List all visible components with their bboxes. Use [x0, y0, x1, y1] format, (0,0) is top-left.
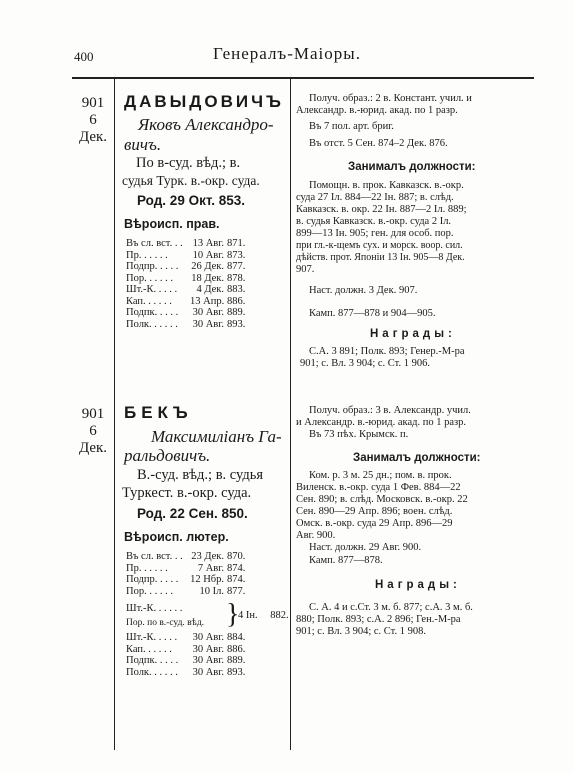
entry-2-awards-line-1: С. А. 4 и с.Ст. 3 м. б. 877; с.А. 3 м. б. [309, 602, 473, 613]
page-header: Генералъ-Маіоры. [213, 44, 361, 63]
entry-2-estate-line-1: В.-суд. вѣд.; в. судья [137, 467, 264, 483]
entry-2-service-list-continued [126, 632, 286, 678]
entry-2-current-post: Наст. должн. 29 Авг. 900. [309, 542, 422, 553]
entry-2-given-line-2: ральдовичъ. [124, 446, 211, 465]
position-line: в. судья Кавказск. в.-окр. суда 2 Iл. [296, 216, 452, 227]
entry-2-regiment: Въ 73 пѣх. Крымск. п. [309, 429, 409, 440]
entry-2-estate-line-2: Туркест. в.-окр. суда. [122, 485, 252, 501]
entry-1-brigade: Въ 7 пол. арт. бриг. [309, 121, 394, 132]
entry-1-positions-heading: Занималъ должности: [348, 161, 476, 173]
page-number: 400 [74, 49, 94, 64]
position-line: дѣйств. прот. Японіи 13 Iн. 905—8 Дек. [296, 252, 465, 263]
service-row: Пр. . . . . . 7 Авг. 874. [126, 562, 246, 574]
braced-date: 4 Iн. [238, 610, 258, 621]
service-row: Пор. . . . . . 18 Дек. 878. [126, 272, 246, 284]
entry-2-braced-date [238, 610, 289, 622]
entry-1-estate-line-1: По в-суд. вѣд.; в. [136, 155, 241, 171]
top-rule [72, 77, 534, 79]
entry-2-born: Род. 22 Сен. 850. [137, 506, 248, 521]
entry-1-given-line-1: Яковъ Александро- [138, 115, 274, 134]
entry-1-born: Род. 29 Окт. 853. [137, 193, 246, 208]
service-row: Кап. . . . . . 30 Авг. 886. [126, 643, 246, 655]
position-line: 907. [296, 264, 315, 275]
entry-2-positions-heading: Занималъ должности: [353, 452, 481, 464]
service-row: Пор. . . . . . 10 Iл. 877. [126, 585, 246, 597]
entry-2-campaigns: Камп. 877—878. [309, 555, 383, 566]
entry-2-awards-line-2: 880; Полк. 893; с.А. 2 896; Ген.-М-ра [296, 614, 461, 625]
entry-1-awards-line-1: С.А. 3 891; Полк. 893; Генер.-М-ра [309, 346, 465, 357]
entry-1-service-list [126, 238, 286, 330]
position-line: Сен. 890—29 Апр. 896; воен. слѣд. [296, 506, 453, 517]
entry-1-estate-line-2: судья Турк. в.-окр. суда. [122, 173, 260, 188]
entry-1-campaigns: Камп. 877—878 и 904—905. [309, 308, 436, 319]
entry-1-awards-line-2: 901; с. Вл. 3 904; с. Ст. 1 906. [300, 358, 430, 369]
position-line: 899—13 Iн. 905; ген. для особ. пор. [296, 228, 454, 239]
position-line: суда 27 Iл. 884—22 Iн. 887; в. слѣд. [296, 192, 454, 203]
braced-year: 882. [270, 610, 289, 621]
braced-rank-line: Пор. по в.-суд. вѣд. [126, 617, 205, 628]
entry-2-awards-heading: Награды: [375, 579, 461, 591]
entry-2-date [72, 406, 114, 457]
entry-2-braced-ranks [126, 603, 236, 629]
entry-1-surname: ДАВЫДОВИЧЪ [124, 92, 284, 111]
entry-1-date-month: Дек. [78, 129, 108, 145]
entry-1-education-line-2: Александр. в.-юрид. акад. по 1 разр. [296, 105, 458, 116]
entry-2-date-day: 6 [89, 423, 97, 439]
position-line: Ком. р. 3 м. 25 дн.; пом. в. прок. [309, 470, 452, 481]
service-row: Полк. . . . . . 30 Авг. 893. [126, 666, 246, 678]
entry-1-date [72, 95, 114, 146]
service-row: Подпр. . . . . 12 Нбр. 874. [126, 574, 246, 585]
entry-1-awards-heading: Награды: [370, 328, 456, 340]
entry-2-surname: БЕКЪ [124, 403, 193, 422]
position-line: при гл.-к-щемъ сух. и морск. воор. сил. [296, 240, 463, 251]
entry-2-education-line-2: и Александр. в.-юрид. акад. по 1 разр. [296, 417, 467, 428]
position-line: Помощн. в. прок. Кавказск. в.-окр. [309, 180, 464, 191]
service-row: Въ сл. вст. . . 23 Дек. 870. [126, 551, 246, 562]
left-column-rule [114, 78, 115, 750]
entry-2-education-line-1: Получ. образ.: 3 в. Александр. учил. [309, 405, 471, 416]
position-line: Кавказск. в. окр. 22 Iн. 887—2 Iл. 889; [296, 204, 467, 215]
entry-2-religion: Вѣроисп. лютер. [124, 530, 229, 544]
service-row: Шт.-К. . . . . 4 Дек. 883. [126, 284, 246, 295]
position-line: Сен. 890; в. слѣд. Московск. в.-окр. 22 [296, 494, 468, 505]
service-row: Шт.-К. . . . . 30 Авг. 884. [126, 632, 246, 643]
position-line: Виленск. в.-окр. суда 1 Фев. 884—22 [296, 482, 461, 493]
entry-2-given-line-1: Максимиліанъ Га- [151, 427, 282, 446]
service-row: Полк. . . . . . 30 Авг. 893. [126, 318, 246, 330]
service-row: Подпк. . . . . 30 Авг. 889. [126, 307, 246, 318]
entry-1-retired: Въ отст. 5 Сен. 874–2 Дек. 876. [309, 138, 448, 149]
middle-column-rule [290, 78, 291, 750]
entry-1-current-post: Наст. должн. 3 Дек. 907. [309, 285, 418, 296]
service-row: Кап. . . . . . 13 Апр. 886. [126, 295, 246, 307]
entry-2-awards-line-3: 901; с. Вл. 3 904; с. Ст. 1 908. [296, 626, 426, 637]
position-line: Авг. 900. [296, 530, 336, 541]
entry-2-service-list [126, 551, 286, 597]
service-row: Пр. . . . . . 10 Авг. 873. [126, 249, 246, 261]
entry-1-date-year: 901 [81, 95, 105, 111]
position-line: Омск. в.-окр. суда 29 Апр. 896—29 [296, 518, 453, 529]
brace-glyph: } [226, 599, 240, 630]
entry-1-date-day: 6 [89, 112, 97, 128]
braced-rank-line: Шт.-К. . . . . . [126, 603, 183, 614]
service-row: Подпк. . . . . 30 Авг. 889. [126, 655, 246, 666]
service-row: Подпр. . . . . 26 Дек. 877. [126, 261, 246, 272]
entry-1-given-line-2: вичъ. [124, 135, 162, 154]
entry-1-religion: Вѣроисп. прав. [124, 217, 220, 231]
service-row: Въ сл. вст. . . 13 Авг. 871. [126, 238, 246, 249]
entry-2-date-month: Дек. [78, 440, 108, 456]
entry-2-date-year: 901 [81, 406, 105, 422]
entry-1-education-line-1: Получ. образ.: 2 в. Констант. учил. и [309, 93, 472, 104]
